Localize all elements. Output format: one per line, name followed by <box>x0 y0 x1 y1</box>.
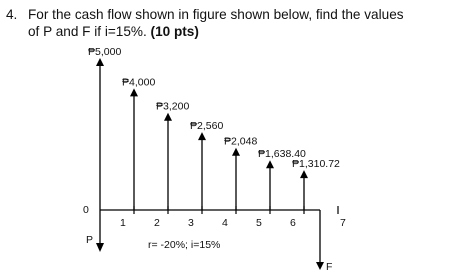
cash-flow-arrow-head <box>266 160 274 168</box>
period-label: 1 <box>120 217 126 229</box>
future-arrow-head <box>316 262 324 270</box>
period-label: 3 <box>188 217 194 229</box>
question-text-line2: of P and F if i=15%. <box>28 24 151 39</box>
period-label: 2 <box>154 217 160 229</box>
question-points: (10 pts) <box>150 24 199 39</box>
cash-flow-arrow-head <box>198 132 206 140</box>
cash-flow-arrow-head <box>232 148 240 156</box>
period-label: 4 <box>222 217 228 229</box>
cash-flow-label: ₱4,000 <box>122 76 156 89</box>
question-text-line1: For the cash flow shown in figure shown below, find the values <box>28 7 404 22</box>
present-arrow-head <box>96 243 104 252</box>
cash-flow-layer <box>88 46 346 229</box>
cash-flow-label: ₱2,048 <box>224 135 258 148</box>
cash-flow-label: ₱1,310.72 <box>292 158 340 171</box>
cash-flow-arrow-head <box>164 113 172 121</box>
cash-flow-arrow-head <box>300 170 308 178</box>
cash-flow-arrow-head <box>130 88 138 96</box>
cash-flow-arrow-head <box>96 58 104 66</box>
period-label: 6 <box>290 217 296 229</box>
period-label: 5 <box>256 217 262 229</box>
cash-flow-label: ₱1,638.40 <box>258 148 306 161</box>
cash-flow-label: ₱5,000 <box>88 46 122 58</box>
rate-note: r= -20%; i=15% <box>148 239 221 251</box>
question-number: 4. <box>6 7 18 22</box>
future-label: F <box>326 261 333 273</box>
period-label: 7 <box>340 217 346 229</box>
cash-flow-label: ₱3,200 <box>156 100 190 113</box>
origin-label: 0 <box>83 204 89 216</box>
present-label: P <box>86 234 94 246</box>
cash-flow-label: ₱2,560 <box>190 120 224 133</box>
